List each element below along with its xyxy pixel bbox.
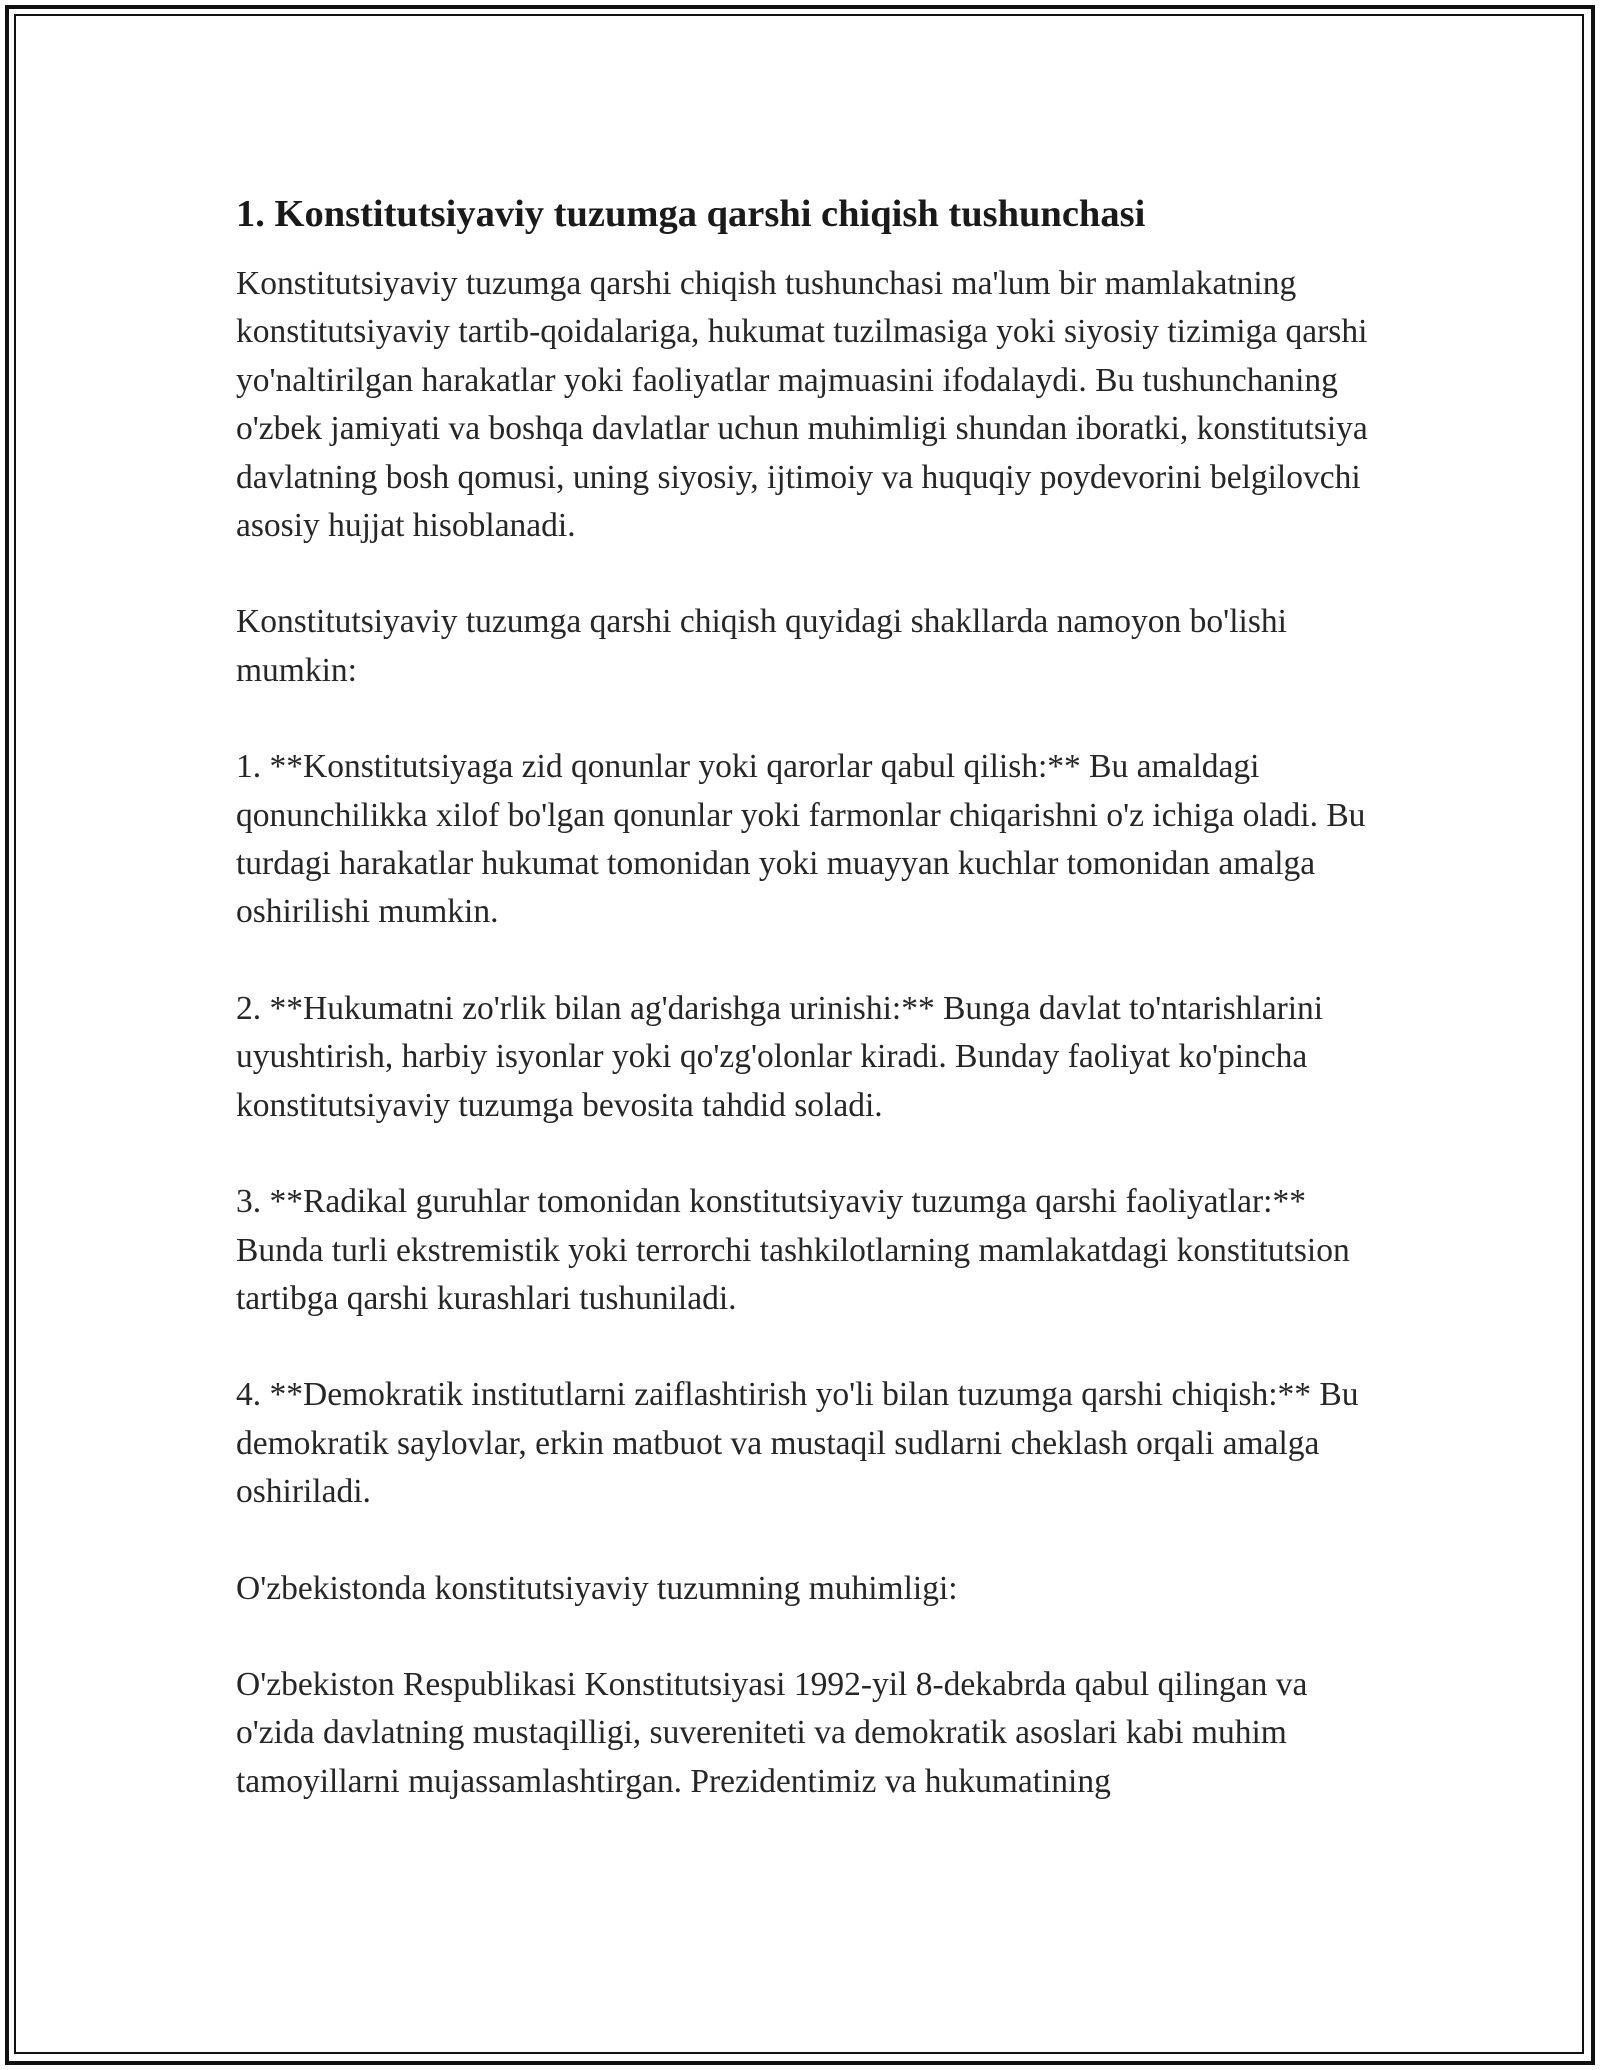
- list-item-2: 2. **Hukumatni zo'rlik bilan ag'darishga urinishi:** Bunga davlat to'ntarishlarini uyushtirish, harbiy isyonlar yoki qo'zg'olonlar kiradi. Bunday faoliyat ko'pincha konstitutsiyaviy tuzumga bevosita tahdid soladi.: [236, 989, 1324, 1124]
- paragraph-definition: Konstitutsiyaviy tuzumga qarshi chiqish tushunchasi ma'lum bir mamlakatning konstitutsiyaviy tartib-qoidalariga, hukumat tuzilmasiga yoki siyosiy tizimiga qarshi yo'naltirilgan harakatlar yoki faoliyatlar majmuasini ifodalaydi. Bu tushunchaning o'zbek jamiyati va boshqa davlatlar uchun muhimligi shundan iboratki, konstitutsiya davlatning bosh qomusi, uning siyosiy, ijtimoiy va huquqiy poydevorini belgilovchi asosiy hujjat hisoblanadi.: [236, 265, 1368, 545]
- section-heading-importance: O'zbekistonda konstitutsiyaviy tuzumning muhimligi:: [236, 1569, 958, 1607]
- document-title: 1. Konstitutsiyaviy tuzumga qarshi chiqish tushunchasi: [236, 193, 1146, 235]
- paragraph-forms-intro: Konstitutsiyaviy tuzumga qarshi chiqish quyidagi shakllarda namoyon bo'lishi mumkin:: [236, 603, 1287, 689]
- document-body: [236, 186, 1376, 1806]
- list-item-3: 3. **Radikal guruhlar tomonidan konstitutsiyaviy tuzumga qarshi faoliyatlar:** Bunda turli ekstremistik yoki terrorchi tashkilotlarning mamlakatdagi konstitutsion tartibga qarshi kurashlari tushuniladi.: [236, 1183, 1350, 1317]
- paragraph-constitution-1992: O'zbekiston Respublikasi Konstitutsiyasi 1992-yil 8-dekabrda qabul qilingan va o'zida davlatning mustaqilligi, suvereniteti va demokratik asoslari kabi muhim tamoyillarni mujassamlashtirgan. Prezidentimiz va hukumatining: [236, 1665, 1308, 1800]
- list-item-4: 4. **Demokratik institutlarni zaiflashtirish yo'li bilan tuzumga qarshi chiqish:** Bu demokratik saylovlar, erkin matbuot va mustaqil sudlarni cheklash orqali amalga oshiriladi.: [236, 1376, 1359, 1511]
- list-item-1: 1. **Konstitutsiyaga zid qonunlar yoki qarorlar qabul qilish:** Bu amaldagi qonunchilikka xilof bo'lgan qonunlar yoki farmonlar chiqarishni o'z ichiga oladi. Bu turdagi harakatlar hukumat tomonidan yoki muayyan kuchlar tomonidan amalga oshirilishi mumkin.: [236, 748, 1366, 931]
